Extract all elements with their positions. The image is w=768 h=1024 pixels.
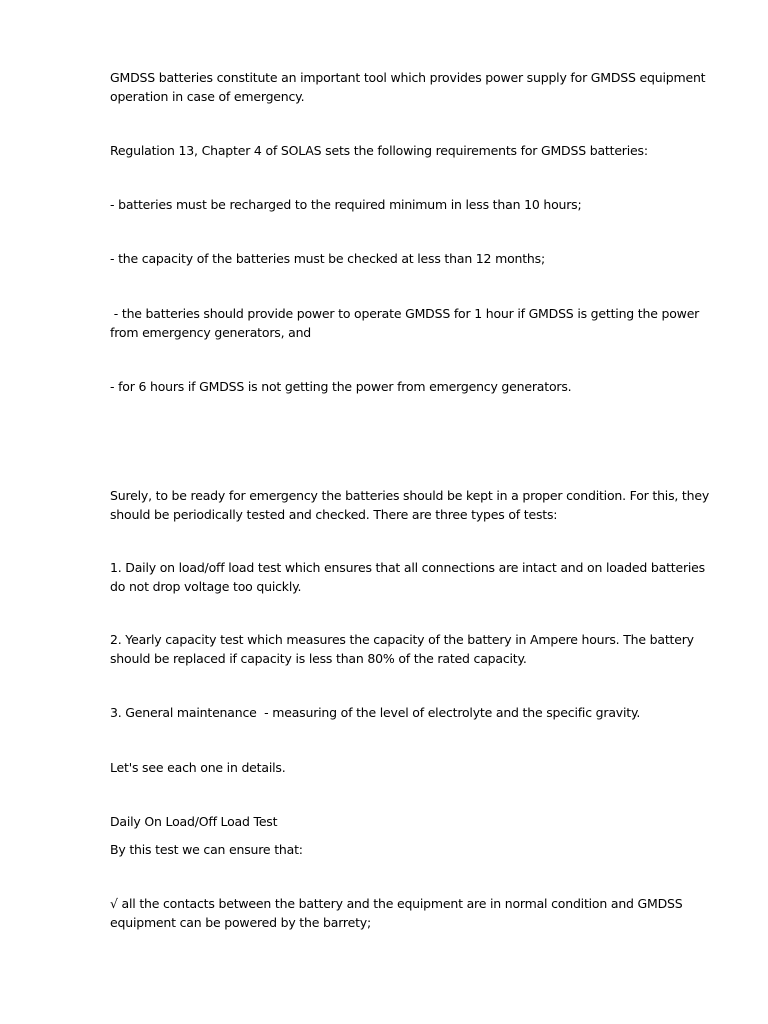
paragraph-requirement-recharge: - batteries must be recharged to the required minimum in less than 10 hours;: [110, 197, 582, 212]
paragraph-regulation: Regulation 13, Chapter 4 of SOLAS sets the following requirements for GMDSS batteries:: [110, 143, 648, 158]
paragraph-tests-intro: Surely, to be ready for emergency the batteries should be kept in a proper condition. For this, they should be periodically tested and checked. There are three types of tests:: [110, 488, 713, 522]
paragraph-requirement-power-6h: - for 6 hours if GMDSS is not getting the power from emergency generators.: [110, 379, 572, 394]
paragraph-check-contacts: √ all the contacts between the battery and the equipment are in normal condition and GMDSS equipment can be powered by the barrety;: [110, 896, 687, 930]
paragraph-details: Let's see each one in details.: [110, 760, 286, 775]
paragraph-test-maintenance: 3. General maintenance - measuring of the level of electrolyte and the specific gravity.: [110, 705, 641, 720]
section-heading-daily-test: Daily On Load/Off Load Test: [110, 814, 278, 829]
paragraph-intro: GMDSS batteries constitute an important tool which provides power supply for GMDSS equipment operation in case of emergency.: [110, 70, 710, 104]
paragraph-test-yearly: 2. Yearly capacity test which measures the capacity of the battery in Ampere hours. The battery should be replaced if capacity is less than 80% of the rated capacity.: [110, 632, 698, 666]
paragraph-ensure: By this test we can ensure that:: [110, 842, 303, 857]
paragraph-test-daily: 1. Daily on load/off load test which ensures that all connections are intact and on loaded batteries do not drop voltage too quickly.: [110, 560, 709, 594]
paragraph-requirement-power-1h: - the batteries should provide power to operate GMDSS for 1 hour if GMDSS is getting the power from emergency generators, and: [110, 306, 703, 340]
paragraph-requirement-capacity: - the capacity of the batteries must be checked at less than 12 months;: [110, 251, 545, 266]
